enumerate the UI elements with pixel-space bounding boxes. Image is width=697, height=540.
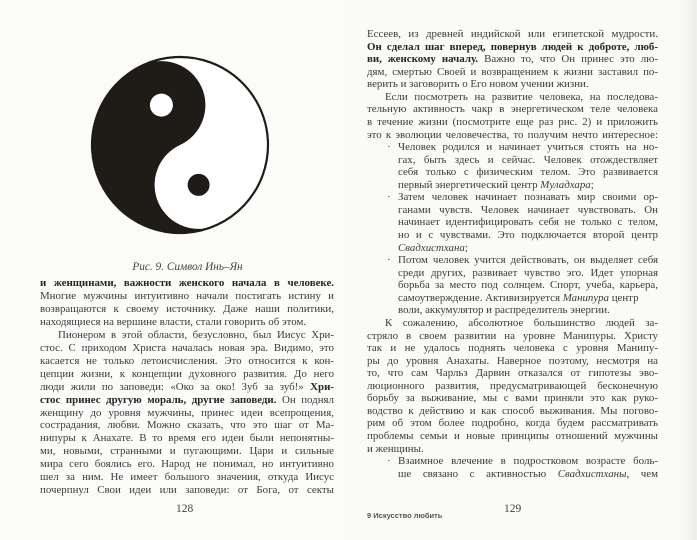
text-segment: ; bbox=[590, 178, 594, 191]
text-line bbox=[367, 116, 658, 129]
text-segment: воли, аккумулятор и распределитель энергии. bbox=[398, 304, 610, 317]
text-segment: начинает идентифицировать себя не только с телом, bbox=[398, 216, 658, 229]
text-segment: верить и заговорить о Его новом учении жизни. bbox=[367, 78, 589, 91]
italic-term: Муладхара bbox=[540, 178, 591, 191]
page-number-left: 128 bbox=[176, 503, 194, 515]
text-line bbox=[367, 91, 658, 104]
right-page bbox=[348, 0, 697, 540]
text-line bbox=[367, 267, 658, 280]
text-segment: борьба за место под солнцем. Спорт, учеба, карьера, bbox=[398, 279, 658, 292]
text-line bbox=[367, 405, 658, 418]
text-line bbox=[367, 41, 658, 54]
text-line bbox=[367, 279, 658, 292]
text-line bbox=[40, 445, 334, 458]
bold-text: и женщинами, важности женского начала в человеке. bbox=[40, 277, 334, 289]
text-segment: Затем человек начинает познавать мир своими ор- bbox=[398, 191, 658, 204]
text-line bbox=[367, 443, 658, 456]
text-segment: стос. С приходом Христа началась новая эра. Видимо, это bbox=[40, 341, 334, 354]
text-segment: находящиеся на вершине власти, стали говорить об этом. bbox=[40, 315, 307, 328]
text-line bbox=[367, 28, 658, 41]
text-segment: водство к действию и как способ выживания. Мы погово- bbox=[367, 404, 658, 417]
text-segment: Ессеев, из древней индийской или египетской мудрости. bbox=[367, 28, 658, 40]
right-page-text bbox=[367, 28, 658, 480]
text-segment: первый энергетический центр bbox=[398, 178, 541, 191]
text-segment: возвращаются к своему источнику. Даже наши политики, bbox=[40, 302, 334, 315]
text-segment: нипуры к Анахате. В то время его идеи были непонятны- bbox=[40, 432, 334, 445]
text-line bbox=[367, 166, 658, 179]
text-segment: ганами чувств. Человек начинает чувствовать. Он bbox=[398, 203, 658, 216]
text-line bbox=[40, 471, 334, 484]
text-line bbox=[40, 342, 334, 355]
text-segment: проблемы семьи и новые принципы отношений мужчины bbox=[367, 430, 658, 442]
text-segment: касается не только летоисчисления. Это относится к кон- bbox=[40, 354, 334, 367]
text-line bbox=[367, 78, 658, 91]
text-line bbox=[367, 129, 658, 142]
text-segment: ры до уровня Анахаты. Наверное поэтому, несмотря на bbox=[367, 354, 658, 367]
text-line bbox=[40, 381, 334, 394]
bullet-icon: · bbox=[387, 455, 391, 468]
text-line bbox=[367, 392, 658, 405]
text-line bbox=[40, 329, 334, 342]
signature-mark: 9 Искусство любить bbox=[367, 511, 443, 520]
bullet-icon: · bbox=[387, 191, 391, 204]
text-line bbox=[367, 330, 658, 343]
text-line bbox=[40, 355, 334, 368]
text-segment: цепции жизни, к концепции духовного развития. До него bbox=[40, 367, 334, 380]
left-page bbox=[0, 0, 348, 540]
text-line bbox=[367, 53, 658, 66]
text-segment: но и с чувствами. Это подключается второй центр bbox=[398, 229, 658, 241]
bullet-icon: · bbox=[387, 141, 391, 154]
text-line bbox=[367, 355, 658, 368]
text-segment: дям, смертью Своей и возвращением к жизни заставил по- bbox=[367, 65, 658, 78]
text-segment: Он поднял bbox=[276, 393, 334, 406]
text-segment: шел за ним. Не имеет большого значения, откуда Иисус bbox=[40, 471, 334, 484]
text-segment: Если посмотреть на развитие человека, на последова- bbox=[385, 90, 658, 103]
text-line bbox=[367, 229, 658, 242]
text-line bbox=[367, 380, 658, 393]
text-segment: так и не удалось поднять человека с уровня Манипу- bbox=[367, 342, 658, 355]
text-segment: , чем bbox=[626, 467, 658, 480]
text-segment: тельную активность чакр в энергетическом теле человека bbox=[367, 103, 658, 116]
bullet-icon: · bbox=[387, 254, 391, 267]
text-line bbox=[40, 407, 334, 420]
bold-text: стос принес другую мораль, другие заповеди. bbox=[40, 393, 277, 406]
text-segment: в течение жизни (посмотрите еще раз рис. 2) и приложить bbox=[367, 115, 658, 128]
text-line bbox=[367, 292, 658, 305]
yin-yang-symbol bbox=[80, 45, 280, 245]
text-segment: К сожалению, абсолютное большинство людей за- bbox=[385, 316, 658, 329]
bold-text: Хри- bbox=[310, 380, 334, 393]
bullet-line bbox=[367, 141, 658, 154]
text-line bbox=[40, 432, 334, 445]
text-segment: Многие мужчины интуитивно начали постигать истину и bbox=[40, 289, 334, 302]
italic-term: Манипура bbox=[562, 291, 609, 304]
text-segment: то, что сам Чарльз Дарвин отказался от гипотезы эво- bbox=[367, 367, 658, 380]
bullet-line bbox=[367, 254, 658, 267]
text-segment: борьбу за выживание, мы с вами приняли это как руко- bbox=[367, 392, 658, 405]
text-line bbox=[40, 458, 334, 471]
left-page-text bbox=[40, 277, 334, 497]
page-number-right: 129 bbox=[504, 503, 522, 515]
text-line bbox=[367, 317, 658, 330]
text-segment: центр bbox=[608, 291, 639, 304]
text-segment: сострадания, любви. Можно сказать, что это шаг от Ма- bbox=[40, 419, 334, 432]
text-line bbox=[40, 394, 334, 407]
text-line bbox=[367, 103, 658, 116]
bullet-line bbox=[367, 191, 658, 204]
text-line bbox=[40, 419, 334, 432]
text-segment: Пионером в этой области, безусловно, был Иисус Хри- bbox=[58, 328, 334, 341]
text-segment: самоутверждение. Активизируется bbox=[398, 291, 563, 304]
text-segment: стряло в своем развитии на уровне Манипуры. Христу bbox=[367, 329, 658, 342]
text-line bbox=[367, 304, 658, 317]
text-segment: Потом человек учится действовать, он выделяет себя bbox=[398, 254, 658, 267]
text-segment: ми, новыми, странными и пугающими. Цари и сильные bbox=[40, 445, 334, 458]
italic-term: Свадхистханы bbox=[557, 467, 627, 480]
text-line bbox=[40, 303, 334, 316]
text-line bbox=[367, 216, 658, 229]
text-line bbox=[40, 316, 334, 329]
text-line bbox=[367, 417, 658, 430]
text-segment: женщину до уровня мужчины, принес идеи всепрощения, bbox=[40, 406, 334, 419]
text-line bbox=[40, 368, 334, 381]
text-segment: гах, быть здесь и сейчас. Человек отождествляет bbox=[398, 153, 658, 166]
text-line bbox=[40, 277, 334, 290]
bold-text: Он сделал шаг вперед, повернув людей к доброте, люб- bbox=[367, 40, 658, 53]
text-segment: и женщины. bbox=[367, 442, 424, 455]
bullet-line bbox=[367, 455, 658, 468]
text-segment: себя только с физическим телом. Это развивается bbox=[398, 166, 658, 179]
text-segment: Важно то, что Он принес это лю- bbox=[478, 53, 658, 66]
text-segment: ; bbox=[464, 241, 468, 254]
text-segment: рим об этом более подробно, когда будем рассматривать bbox=[367, 417, 658, 430]
text-segment: Взаимное влечение в подростковом возрасте боль- bbox=[398, 455, 658, 468]
text-line bbox=[367, 179, 658, 192]
text-line bbox=[367, 430, 658, 443]
bold-text: ви, женскому началу. bbox=[367, 53, 479, 66]
text-segment: люди жили по заповеди: «Око за око! Зуб за зуб!» bbox=[40, 380, 311, 393]
text-segment: среди других, развивает чувство эго. Идет упорная bbox=[398, 266, 658, 279]
text-segment: ше связано с активностью bbox=[398, 467, 558, 480]
text-line bbox=[367, 66, 658, 79]
text-segment: люционного развития, предусматривающей бесконечную bbox=[367, 379, 658, 392]
italic-term: Свадхистхана bbox=[398, 241, 465, 254]
text-line bbox=[367, 242, 658, 255]
figure-caption: Рис. 9. Символ Инь–Ян bbox=[132, 261, 243, 273]
text-line bbox=[367, 342, 658, 355]
text-segment: это к эволюции человечества, то получим нечто интересное: bbox=[367, 128, 658, 141]
text-line bbox=[367, 367, 658, 380]
text-segment: мира сего боялись его. Народ не понимал, но интуитивно bbox=[40, 458, 334, 471]
text-segment: почерпнул Свои идеи или заповеди: от Бога, от секты bbox=[40, 484, 334, 497]
text-line bbox=[367, 468, 658, 481]
text-segment: Человек родился и начинает учиться стоять на но- bbox=[398, 141, 658, 154]
text-line bbox=[367, 204, 658, 217]
text-line bbox=[367, 154, 658, 167]
text-line bbox=[40, 290, 334, 303]
text-line bbox=[40, 484, 334, 497]
